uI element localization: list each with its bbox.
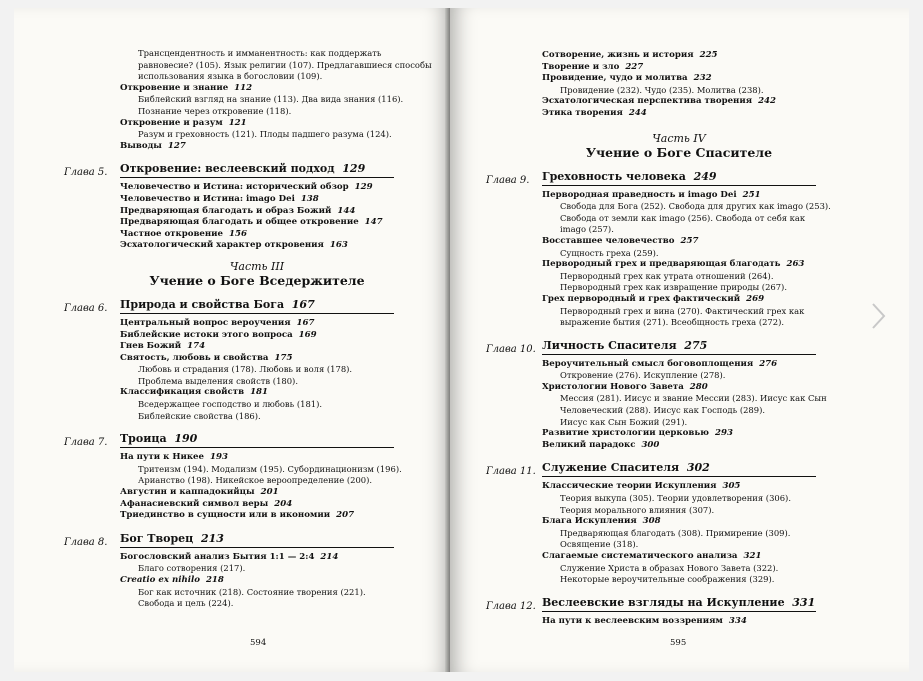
entry-page-number: 127 (167, 140, 186, 151)
toc-subsection-entry (560, 213, 816, 225)
entry-text: Августин и каппадокийцы (120, 487, 255, 498)
entry-page-number: 242 (758, 96, 777, 107)
toc-section-entry (120, 499, 394, 511)
toc-subsection-entry (560, 248, 816, 260)
toc-subsection-entry (560, 417, 816, 429)
toc-section-entry (542, 440, 816, 452)
entry-page-number: 300 (641, 439, 660, 450)
toc-section-entry (542, 259, 816, 271)
toc-subsection-entry (560, 539, 816, 551)
entry-text: Библейские истоки этого вопроса (120, 329, 293, 340)
entry-page-number: 121 (228, 117, 247, 128)
entry-text: Первородный грех и предваряющая благодать (542, 259, 781, 270)
entry-text: Теория морального влияния (307). (560, 504, 715, 515)
chapter-title: Бог Творец 213 (120, 532, 394, 548)
right-page (450, 8, 909, 672)
entry-text: использования языка в богословии (109). (138, 71, 323, 82)
toc-section-entry (120, 206, 394, 218)
entry-text: Первородный грех как извращение природы (267). (560, 282, 787, 293)
entry-text: Тритеизм (194). Модализм (195). Субординационизм (196). (138, 463, 402, 474)
chapter-6-entries (64, 318, 394, 422)
entry-text: Проблема выделения свойств (180). (138, 375, 298, 386)
entry-text: На пути к веслеевским воззрениям (542, 615, 723, 626)
toc-section-entry (542, 359, 816, 371)
toc-section-entry (120, 387, 394, 399)
chapter-label: Глава 11. (486, 466, 536, 478)
toc-subsection-entry (138, 563, 394, 575)
toc-subsection-entry (560, 271, 816, 283)
entry-text: Эсхатологический характер откровения (120, 240, 324, 251)
part-title: Учение о Боге Спасителе (585, 144, 773, 160)
entry-text: Классификация свойств (120, 387, 245, 398)
entry-page-number: 305 (722, 481, 741, 492)
entry-text: Афанасиевский символ веры (120, 498, 269, 509)
chapter-title: Греховность человека 249 (542, 170, 816, 186)
toc-section-entry (542, 96, 816, 108)
entry-text: Предваряющая благодать и общее откровение (120, 217, 359, 228)
entry-text: Иисус как Сын Божий (291). (560, 416, 688, 427)
toc-section-entry (542, 73, 816, 85)
toc-section-entry (542, 428, 816, 440)
entry-page-number: 218 (205, 575, 224, 585)
toc-subsection-entry (560, 574, 816, 586)
toc-section-entry (120, 182, 394, 194)
toc-section-entry (542, 236, 816, 248)
toc-subsection-entry (138, 475, 394, 487)
entry-page-number: 334 (728, 615, 747, 626)
entry-text: Человечество и Истина: imago Dei (120, 193, 295, 204)
toc-section-entry (542, 50, 816, 62)
chapter-title: Личность Спасителя 275 (542, 339, 816, 355)
entry-page-number: 193 (209, 452, 228, 463)
entry-page-number: 144 (337, 205, 356, 216)
toc-section-entry (542, 616, 816, 628)
toc-subsection-entry (138, 376, 394, 388)
toc-section-entry (542, 382, 816, 394)
entry-page-number: 138 (300, 193, 319, 204)
entry-text: Выводы (120, 140, 162, 151)
toc-section-entry (120, 83, 394, 95)
entry-page-number: 112 (234, 82, 253, 93)
toc-subsection-entry (138, 587, 394, 599)
entry-text: Предваряющая благодать (308). Примирение (309). (560, 527, 791, 538)
chapter-title: Троица 190 (120, 432, 394, 448)
toc-section-entry (542, 190, 816, 202)
entry-text: Первородный грех и вина (270). Фактический грех как (560, 305, 805, 316)
chapter-label: Глава 9. (486, 174, 530, 186)
entry-page-number: 269 (746, 293, 765, 304)
toc-section-entry (120, 552, 394, 564)
entry-text: Человеческий (288). Иисус как Господь (289). (560, 405, 765, 416)
toc-subsection-entry (138, 598, 394, 610)
entry-page-number: 207 (336, 510, 355, 521)
entry-text: Восставшее человечество (542, 235, 675, 246)
entry-page-number: 293 (714, 428, 733, 439)
page-number: 595 (670, 638, 687, 648)
toc-subsection-entry (138, 59, 432, 72)
entry-text: Благо сотворения (217). (138, 563, 246, 574)
toc-subsection-entry (138, 94, 404, 106)
chapter-heading-10 (486, 339, 816, 355)
entry-text: Откровение и разум (120, 117, 223, 128)
entry-text: Трансцендентность и имманентность: как поддержать (138, 48, 382, 58)
entry-text: Великий парадокс (542, 439, 636, 450)
entry-text: Предваряющая благодать и образ Божий (120, 205, 332, 216)
chapter-7-entries (64, 452, 402, 522)
entry-page-number: 167 (296, 317, 315, 328)
chevron-right-icon[interactable] (867, 301, 889, 331)
entry-page-number: 251 (742, 189, 761, 200)
entry-text: Библейский взгляд на знание (113). Два вида знания (116). (138, 94, 404, 105)
chapter-8-entries (64, 552, 394, 610)
toc-subsection-entry (138, 106, 394, 118)
entry-page-number: 257 (680, 235, 699, 246)
entry-text: Этика творения (542, 107, 623, 118)
entry-text: Познание через откровение (118). (138, 105, 292, 116)
toc-subsection-entry (138, 364, 394, 376)
entry-text: Христологии Нового Завета (542, 381, 684, 392)
entry-text: равновесие? (105). Язык религии (107). Предлагавшиеся способы (138, 59, 432, 70)
entry-text: Триединство в сущности или в икономии (120, 510, 331, 521)
entry-text: Сотворение, жизнь и история (542, 50, 694, 60)
left-page (14, 8, 450, 672)
chapter-heading-5 (64, 162, 394, 178)
toc-section-entry (120, 229, 394, 241)
entry-text: imago (257). (560, 224, 614, 235)
toc-subsection-entry (560, 393, 827, 405)
toc-subsection-entry (560, 370, 816, 382)
entry-text: Провидение (232). Чудо (235). Молитва (238). (560, 84, 764, 95)
chapter-heading-9 (486, 170, 816, 186)
toc-subsection-entry (138, 71, 394, 83)
page-number: 594 (250, 638, 267, 648)
entry-page-number: 163 (329, 240, 348, 251)
toc-subsection-entry (138, 463, 402, 476)
toc-subsection-entry (560, 201, 831, 213)
entry-text: Вероучительный смысл боговоплощения (542, 358, 754, 369)
chapter-label: Глава 8. (64, 536, 108, 548)
entry-text: Разум и греховность (121). Плоды падшего разума (124). (138, 129, 392, 140)
entry-text: Некоторые вероучительные соображения (329). (560, 574, 775, 585)
entry-text: Служение Христа в образах Нового Завета (322). (560, 562, 779, 573)
entry-text: Богословский анализ Бытия 1:1 — 2:4 (120, 551, 315, 562)
part-heading: Часть III (229, 259, 285, 273)
entry-text: Блага Искупления (542, 516, 637, 527)
entry-text: Арианство (198). Никейское вероопределение (200). (138, 475, 373, 486)
chapter-heading-12 (486, 596, 816, 612)
entry-text: Гнев Божий (120, 341, 182, 352)
right-top-section (486, 50, 816, 120)
entry-page-number: 214 (320, 551, 339, 562)
entry-text: Свобода от земли как imago (256). Свобода от себя как (560, 212, 806, 223)
entry-page-number: 201 (260, 487, 279, 498)
entry-page-number: 181 (250, 387, 269, 398)
entry-page-number: 169 (298, 329, 317, 340)
chapter-11-entries (486, 481, 816, 585)
left-top-section (64, 48, 432, 152)
entry-text: Первородный грех как утрата отношений (264). (560, 270, 774, 281)
chapter-title: Веслеевские взгляды на Искупление 331 (542, 596, 816, 612)
entry-text: Мессия (281). Иисус и звание Мессии (283). Иисус как Сын (560, 393, 827, 404)
toc-subsection-entry (560, 528, 816, 540)
toc-subsection-entry (560, 317, 816, 329)
toc-section-entry (120, 240, 394, 252)
entry-text: Любовь и страдания (178). Любовь и воля (178). (138, 364, 353, 375)
entry-text: Вседержащее господство и любовь (181). (138, 399, 323, 410)
toc-subsection-entry (560, 405, 816, 417)
toc-section-entry (120, 452, 394, 464)
toc-section-entry (120, 353, 394, 365)
entry-text: Бог как источник (218). Состояние творения (221). (138, 586, 366, 597)
right-toc-column (486, 50, 831, 627)
entry-text: Слагаемые систематического анализа (542, 551, 738, 561)
entry-text: Провидение, чудо и молитва (542, 73, 688, 84)
toc-section-entry (120, 217, 394, 229)
chapter-heading-6 (64, 298, 394, 314)
entry-page-number: 175 (274, 352, 293, 363)
toc-section-entry (120, 194, 394, 206)
entry-page-number: 244 (628, 107, 647, 118)
entry-text: Грех первородный и грех фактический (542, 293, 741, 304)
entry-text: Свобода для Бога (252). Свобода для других как imago (253). (560, 201, 831, 212)
entry-text: Развитие христологии церковью (542, 428, 709, 439)
toc-subsection-entry (138, 411, 394, 423)
entry-text: Святость, любовь и свойства (120, 352, 269, 363)
entry-page-number: 276 (759, 358, 778, 369)
entry-text: Теория выкупа (305). Теории удовлетворения (306). (560, 493, 791, 504)
toc-section-entry (120, 330, 394, 342)
toc-section-entry (542, 108, 816, 120)
book-spread (14, 8, 909, 672)
entry-text: Свобода и цель (224). (138, 598, 234, 609)
entry-page-number: 156 (229, 228, 247, 239)
toc-subsection-entry (560, 85, 816, 97)
chapter-12-entries (486, 616, 816, 628)
entry-page-number: 308 (642, 516, 661, 527)
toc-section-entry (542, 481, 816, 493)
toc-subsection-entry (560, 493, 816, 505)
entry-text: На пути к Никее (120, 452, 204, 463)
toc-section-entry (120, 318, 394, 330)
entry-page-number: 225 (699, 50, 718, 60)
toc-section-entry (542, 62, 816, 74)
toc-subsection-entry (560, 505, 816, 517)
toc-subsection-entry (138, 399, 394, 411)
toc-subsection-entry (138, 48, 394, 60)
toc-subsection-entry (560, 282, 816, 294)
chapter-title: Откровение: веслеевский подход 129 (120, 162, 394, 178)
toc-section-entry (120, 487, 394, 499)
entry-text: Творение и зло (542, 61, 620, 72)
entry-text: Сущность греха (259). (560, 247, 659, 258)
part-heading: Часть IV (652, 131, 706, 145)
entry-page-number: 227 (625, 61, 644, 72)
chapter-title: Служение Спасителя 302 (542, 461, 816, 477)
entry-text: Первородная праведность и imago Dei (542, 189, 737, 200)
entry-text: Библейские свойства (186). (138, 410, 261, 421)
toc-section-entry (542, 294, 816, 306)
entry-text: Классические теории Искупления (542, 481, 717, 492)
chapter-label: Глава 5. (64, 167, 108, 179)
entry-page-number: 174 (187, 341, 206, 352)
entry-text: Человечество и Истина: исторический обзор (120, 182, 349, 193)
entry-page-number: 204 (274, 498, 293, 509)
entry-page-number: 129 (354, 182, 373, 193)
part-title: Учение о Боге Вседержителе (149, 272, 365, 288)
entry-text: Центральный вопрос вероучения (120, 317, 291, 328)
toc-subsection-entry (560, 563, 816, 575)
entry-page-number: 263 (786, 259, 805, 270)
toc-section-entry (120, 575, 394, 587)
chapter-10-entries (486, 358, 827, 452)
chapter-heading-11 (486, 461, 816, 477)
chapter-9-entries (486, 189, 831, 329)
chapter-heading-7 (64, 432, 394, 448)
entry-text: Откровение и знание (120, 82, 229, 93)
chapter-heading-8 (64, 532, 394, 548)
chapter-label: Глава 7. (64, 437, 108, 449)
toc-subsection-entry (560, 306, 816, 318)
chapter-5-entries (64, 182, 394, 252)
chapter-title: Природа и свойства Бога 167 (120, 298, 394, 314)
toc-section-entry (542, 551, 816, 563)
chapter-label: Глава 12. (486, 600, 536, 612)
toc-section-entry (120, 141, 394, 153)
chapter-label: Глава 10. (486, 343, 536, 355)
chapter-label: Глава 6. (64, 302, 108, 314)
entry-page-number: 280 (689, 381, 708, 392)
toc-subsection-entry (138, 129, 394, 141)
toc-section-entry (120, 341, 394, 353)
entry-text: Creatio ex nihilo (120, 575, 200, 585)
entry-page-number: 232 (693, 73, 712, 84)
toc-section-entry (120, 510, 394, 522)
entry-text: Освящение (318). (560, 539, 639, 550)
toc-section-entry (120, 118, 394, 130)
toc-section-entry (542, 516, 816, 528)
toc-subsection-entry (560, 224, 816, 236)
entry-text: Откровение (276). Искупление (278). (560, 370, 726, 381)
entry-text: Частное откровение (120, 228, 224, 239)
entry-text: выражение бытия (271). Всеобщность греха (272). (560, 317, 784, 328)
left-toc-column (64, 48, 432, 610)
entry-page-number: 147 (364, 217, 383, 228)
entry-text: Эсхатологическая перспектива творения (542, 96, 753, 107)
entry-page-number: 321 (743, 551, 762, 561)
